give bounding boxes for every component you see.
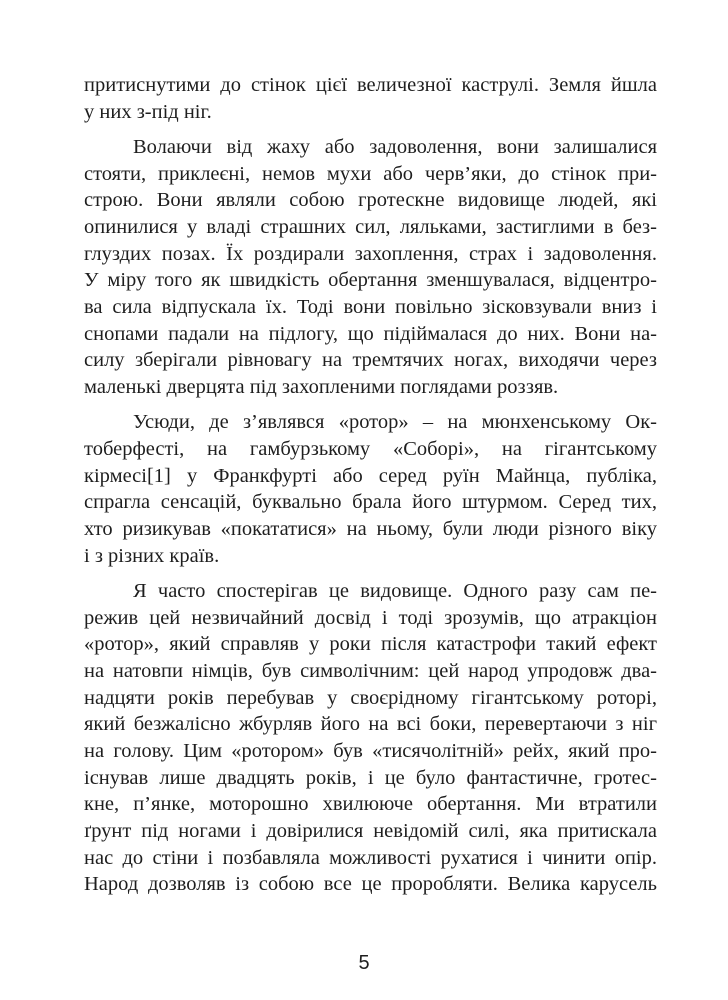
text-line: на натовпи німців, був символічним: цей народ упродовж два- <box>84 659 657 682</box>
text-line: на голову. Цим «ротором» був «тисячолітній» рейх, який про- <box>84 740 657 762</box>
text-line: надцяти років перебував у своєрідному гігантському роторі, <box>84 686 657 709</box>
text-line: хто ризикував «покататися» на ньому, були люди різного віку <box>84 518 657 540</box>
paragraph <box>84 72 657 125</box>
text-line: який безжалісно жбурляв його на всі боки, перевертаючи з ніг <box>84 713 657 736</box>
text-line: Народ дозволяв із собою все це проробляти. Велика карусель <box>84 873 657 896</box>
text-line: ва сила відпускала їх. Тоді вони повільно зісковзували вниз і <box>84 296 657 318</box>
text-line: кірмесі[1] у Франкфурті або серед руїн Майнца, публіка, <box>84 464 657 487</box>
page-number: 5 <box>358 952 370 974</box>
text-line: нас до стіни і позбавляла можливості рухатися і чинити опір. <box>84 846 657 869</box>
text-line: і з різних країв. <box>84 544 220 567</box>
text-line: Волаючи від жаху або задоволення, вони залишалися <box>133 135 657 158</box>
text-line: У міру того як швидкість обертання зменшувалася, відцентро- <box>84 269 657 292</box>
text-line: у них з-під ніг. <box>84 100 212 123</box>
text-line: режив цей незвичайний досвід і тоді зрозумів, що атракціон <box>84 606 657 629</box>
text-line: існував лише двадцять років, і це було фантастичне, гротес- <box>84 766 657 789</box>
paragraph <box>84 409 657 569</box>
text-line: кне, п’янке, моторошно хвилююче обертання. Ми втратили <box>84 793 657 816</box>
text-line: опинилися у владі страшних сил, ляльками, застиглими в без- <box>84 215 657 238</box>
text-line: снопами падали на підлогу, що підіймалася до них. Вони на- <box>84 322 657 345</box>
text-line: Усюди, де з’являвся «ротор» – на мюнхенському Ок- <box>133 411 657 434</box>
paragraph <box>84 578 657 898</box>
text-line: тоберфесті, на гамбурзькому «Соборі», на гігантському <box>84 437 657 460</box>
text-line: строю. Вони являли собою гротескне видовище людей, які <box>84 189 657 212</box>
text-line: Я часто спостерігав це видовище. Одного разу сам пе- <box>133 579 657 602</box>
text-line: маленькі дверцята під захопленими поглядами роззяв. <box>84 376 559 399</box>
text-line: ґрунт під ногами і довірилися невідомій силі, яка притискала <box>84 820 657 843</box>
text-line: силу зберігали рівновагу на тремтячих ногах, виходячи через <box>84 349 657 372</box>
body-text <box>84 72 657 907</box>
text-line: «ротор», який справляв у роки після катастрофи такий ефект <box>84 633 657 656</box>
text-line: глуздих позах. Їх роздирали захоплення, страх і задоволення. <box>84 242 657 265</box>
text-line: стояти, приклеєні, немов мухи або черв’яки, до стінок при- <box>84 162 657 185</box>
text-line: спрагла сенсацій, буквально брала його штурмом. Серед тих, <box>84 491 657 514</box>
text-line: притиснутими до стінок цієї величезної каструлі. Земля йшла <box>84 74 657 96</box>
paragraph <box>84 134 657 401</box>
